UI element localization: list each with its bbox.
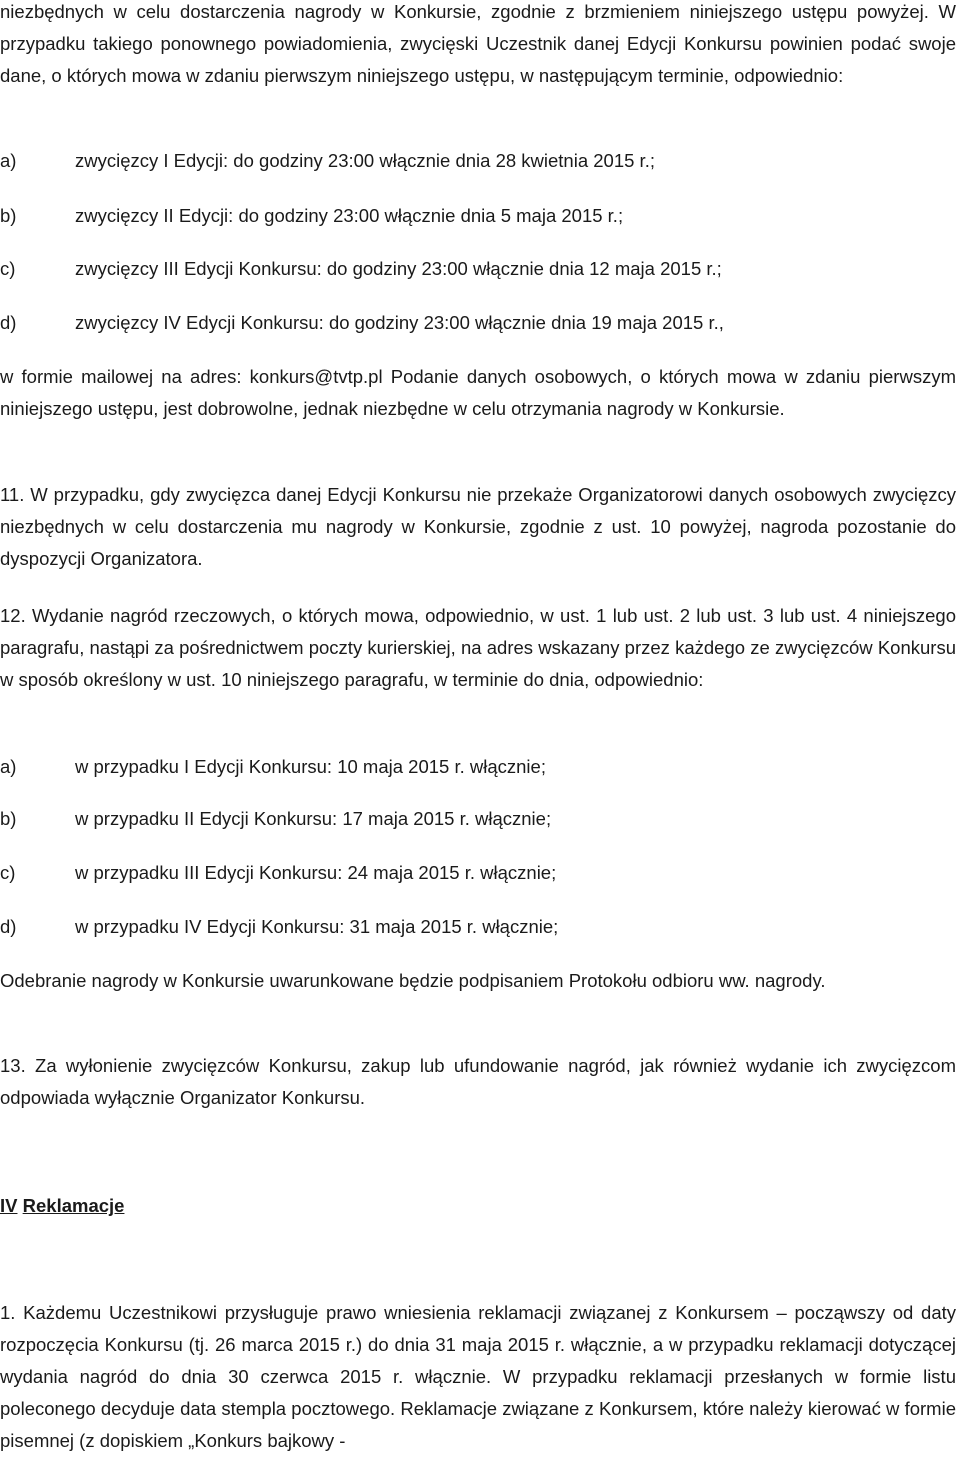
list-item-text: w przypadku III Edycji Konkursu: 24 maja 2015 r. włącznie; — [75, 862, 557, 883]
list-marker: a) — [0, 756, 17, 777]
list-item-text: zwycięzcy III Edycji Konkursu: do godziny 23:00 włącznie dnia 12 maja 2015 r.; — [75, 258, 722, 279]
section-heading-title: Reklamacje — [22, 1195, 125, 1216]
paragraph-iv-1: 1. Każdemu Uczestnikowi przysługuje prawo wniesienia reklamacji związanej z Konkursem – począwszy od daty rozpoczęcia Konkursu (tj. 26 marca 2015 r.) do dnia 31 maja 2015 r. włącznie, a w przypadku reklamacji dotyczącej wydania nagród do dnia 30 czerwca 2015 r. włącznie. W przypadku reklamacji przesłanych w formie listu poleconego decyduje data stempla pocztowego. Reklamacje związane z Konkursem, które należy kierować w formie pisemnej (z dopiskiem „Konkurs bajkowy - — [0, 1302, 956, 1451]
list-item-text: w przypadku I Edycji Konkursu: 10 maja 2015 r. włącznie; — [75, 756, 546, 777]
list-marker: c) — [0, 862, 16, 883]
paragraph-11: 11. W przypadku, gdy zwycięzca danej Edycji Konkursu nie przekaże Organizatorowi danych osobowych zwycięzcy niezbędnych w celu dostarczenia mu nagrody w Konkursie, zgodnie z ust. 10 powyżej, nagroda pozostanie do dyspozycji Organizatora. — [0, 484, 956, 569]
list-item-text: w przypadku II Edycji Konkursu: 17 maja 2015 r. włącznie; — [75, 808, 552, 829]
list-marker: b) — [0, 808, 17, 829]
list-marker: b) — [0, 205, 17, 226]
paragraph-intro: niezbędnych w celu dostarczenia nagrody w Konkursie, zgodnie z brzmieniem niniejszego ustępu powyżej. W przypadku takiego ponownego powiadomienia, zwycięski Uczestnik danej Edycji Konkursu powinien podać swoje dane, o których mowa w zdaniu pierwszym niniejszego ustępu, w następującym terminie, odpowiednio: — [0, 1, 956, 86]
list-marker: c) — [0, 258, 16, 279]
list-marker: d) — [0, 312, 17, 333]
list-item-text: zwycięzcy I Edycji: do godziny 23:00 włącznie dnia 28 kwietnia 2015 r.; — [75, 150, 655, 171]
list-marker: d) — [0, 916, 17, 937]
paragraph-13: 13. Za wyłonienie zwycięzców Konkursu, zakup lub ufundowanie nagród, jak również wydanie ich zwycięzcom odpowiada wyłącznie Organizator Konkursu. — [0, 1055, 956, 1108]
list-item-text: w przypadku IV Edycji Konkursu: 31 maja 2015 r. włącznie; — [75, 916, 559, 937]
list-item-text: zwycięzcy IV Edycji Konkursu: do godziny 23:00 włącznie dnia 19 maja 2015 r., — [75, 312, 724, 333]
paragraph-12: 12. Wydanie nagród rzeczowych, o których mowa, odpowiednio, w ust. 1 lub ust. 2 lub ust. 3 lub ust. 4 niniejszego paragrafu, nastąpi za pośrednictwem poczty kurierskiej, na adres wskazany przez każdego ze zwycięzców Konkursu w sposób określony w ust. 10 niniejszego paragrafu, w terminie do dnia, odpowiednio: — [0, 605, 956, 690]
paragraph-receipt: Odebranie nagrody w Konkursie uwarunkowane będzie podpisaniem Protokołu odbioru ww. nagrody. — [0, 970, 826, 991]
list-item-text: zwycięzcy II Edycji: do godziny 23:00 włącznie dnia 5 maja 2015 r.; — [75, 205, 624, 226]
paragraph-email: w formie mailowej na adres: konkurs@tvtp.pl Podanie danych osobowych, o których mowa w zdaniu pierwszym niniejszego ustępu, jest dobrowolne, jednak niezbędne w celu otrzymania nagrody w Konkursie. — [0, 366, 956, 419]
section-heading — [0, 1190, 124, 1222]
list-marker: a) — [0, 150, 17, 171]
section-heading-number: IV — [0, 1195, 18, 1216]
